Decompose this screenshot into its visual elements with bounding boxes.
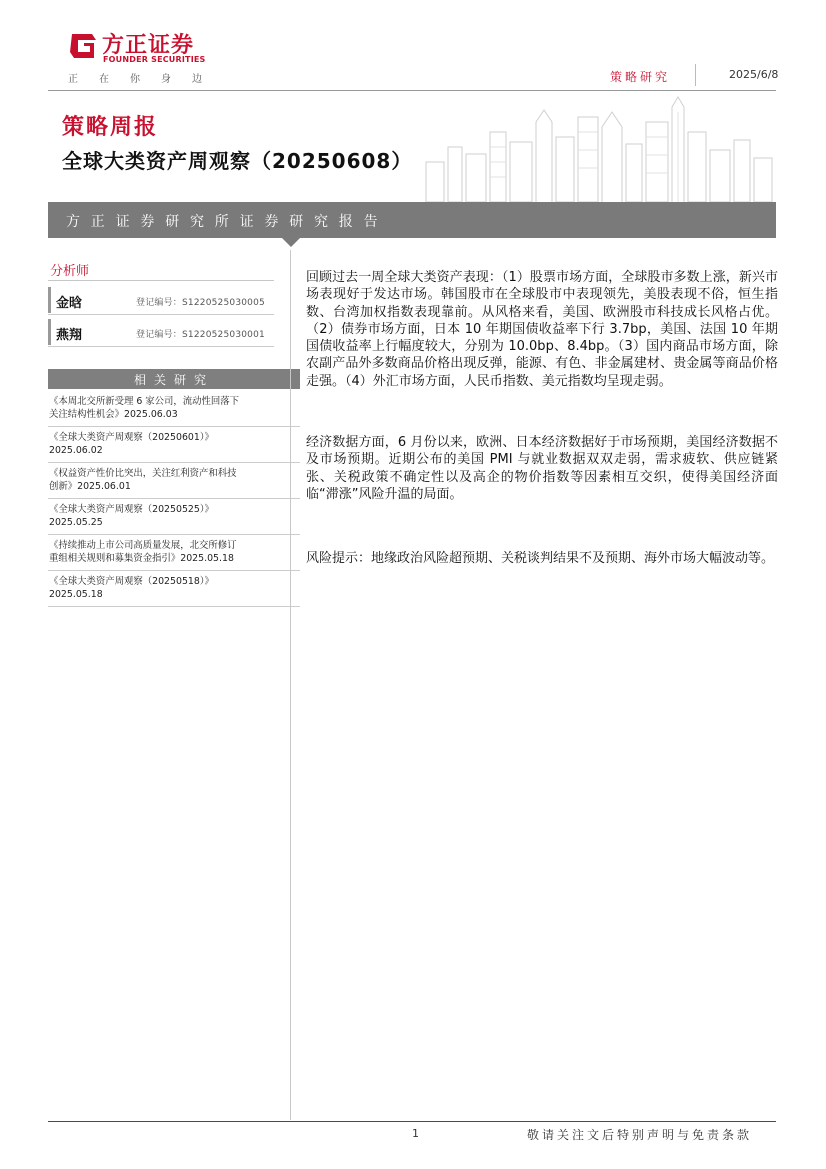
analyst-item xyxy=(48,319,274,345)
related-report-link[interactable] xyxy=(49,503,299,529)
analyst-item xyxy=(48,287,274,313)
disclaimer-note: 敬请关注文后特别声明与免责条款 xyxy=(527,1128,753,1142)
related-report-link[interactable] xyxy=(49,539,299,565)
related-report-line: 《本周北交所新受理 6 家公司，流动性回落下 xyxy=(49,396,240,407)
report-date: 2025/6/8 xyxy=(729,68,779,81)
city-skyline-graphic xyxy=(416,92,776,202)
related-divider xyxy=(48,462,300,463)
related-report-line: 2025.06.02 xyxy=(49,445,103,456)
founder-logo-mark-icon xyxy=(68,30,98,62)
analyst-registration: 登记编号：S1220525030005 xyxy=(136,298,265,308)
related-report-line: 2025.05.25 xyxy=(49,517,103,528)
related-report-line: 《全球大类资产周观察（20250601）》 xyxy=(49,432,214,443)
related-report-line: 2025.05.18 xyxy=(49,589,103,600)
related-report-line: 创新》2025.06.01 xyxy=(49,481,131,492)
report-type-title: 策略周报 xyxy=(62,115,159,140)
column-divider xyxy=(290,250,291,1120)
analyst-divider xyxy=(48,346,274,347)
slogan-char: 边 xyxy=(192,74,202,85)
slogan-char: 正 xyxy=(68,74,78,85)
related-research-heading: 相关研究 xyxy=(133,373,214,387)
report-category: 策略研究 xyxy=(610,70,671,84)
logo-english-text: FOUNDER SECURITIES xyxy=(103,55,206,64)
analyst-divider xyxy=(48,314,274,315)
header-divider xyxy=(695,64,696,86)
related-divider xyxy=(48,498,300,499)
related-report-line: 关注结构性机会》2025.06.03 xyxy=(49,409,178,420)
header-rule xyxy=(48,90,776,91)
slogan-char: 身 xyxy=(161,74,171,85)
logo-chinese-text: 方正证券 xyxy=(102,33,195,58)
slogan-char: 你 xyxy=(130,74,140,85)
related-research-header xyxy=(48,369,300,389)
institute-label: 方正证券研究所证券研究报告 xyxy=(66,214,389,230)
related-report-line: 《持续推动上市公司高质量发展，北交所修订 xyxy=(49,540,237,551)
related-report-link[interactable] xyxy=(49,395,299,421)
page-number: 1 xyxy=(412,1127,419,1140)
related-divider xyxy=(48,606,300,607)
footer-rule xyxy=(48,1121,776,1122)
analyst-registration: 登记编号：S1220525030001 xyxy=(136,330,265,340)
related-report-line: 重组相关规则和募集资金指引》2025.05.18 xyxy=(49,553,234,564)
analyst-name: 金晗 xyxy=(56,296,83,311)
related-divider xyxy=(48,426,300,427)
founder-logo xyxy=(62,28,206,68)
analyst-heading: 分析师 xyxy=(50,264,90,279)
related-report-line: 《权益资产性价比突出，关注红利资产和科技 xyxy=(49,468,237,479)
related-report-link[interactable] xyxy=(49,431,299,457)
analyst-divider xyxy=(48,280,274,281)
related-divider xyxy=(48,570,300,571)
risk-warning: 风险提示：地缘政治风险超预期、关税谈判结果不及预期、海外市场大幅波动等。 xyxy=(306,551,775,566)
slogan-char: 在 xyxy=(99,74,109,85)
economy-paragraph: 经济数据方面，6 月份以来，欧洲、日本经济数据好于市场预期，美国经济数据不及市场预期。近期公布的美国 PMI 与就业数据双双走弱，需求疲软、供应链紧张、关税政策不确定性以及高企的物价指数等因素相互交织，使得美国经济面临“滞涨”风险升温的局面。 xyxy=(306,435,778,502)
related-report-line: 《全球大类资产周观察（20250525）》 xyxy=(49,504,214,515)
summary-paragraph: 回顾过去一周全球大类资产表现：（1）股票市场方面，全球股市多数上涨，新兴市场表现好于发达市场。韩国股市在全球股市中表现领先，美股表现不俗，恒生指数、台湾加权指数表现靠前。从风格来看，美国、欧洲股市科技成长风格占优。（2）债券市场方面，日本 10 年期国债收益率下行 3.7bp，美国、法国 10 年期国债收益率上行幅度较大，分别为 10.0bp、8.4bp。（3）国内商品市场方面，除农副产品外多数商品价格出现反弹，能源、有色、非金属建材、贵金属等商品价格走强。（4）外汇市场方面，人民币指数、美元指数均呈现走弱。 xyxy=(306,270,778,389)
report-title: 全球大类资产周观察（20250608） xyxy=(62,149,413,173)
related-report-link[interactable] xyxy=(49,575,299,601)
related-divider xyxy=(48,534,300,535)
bar-pointer xyxy=(282,238,300,247)
related-report-line: 《全球大类资产周观察（20250518）》 xyxy=(49,576,214,587)
analyst-name: 燕翔 xyxy=(56,328,83,343)
slogan xyxy=(62,70,202,85)
related-report-link[interactable] xyxy=(49,467,299,493)
